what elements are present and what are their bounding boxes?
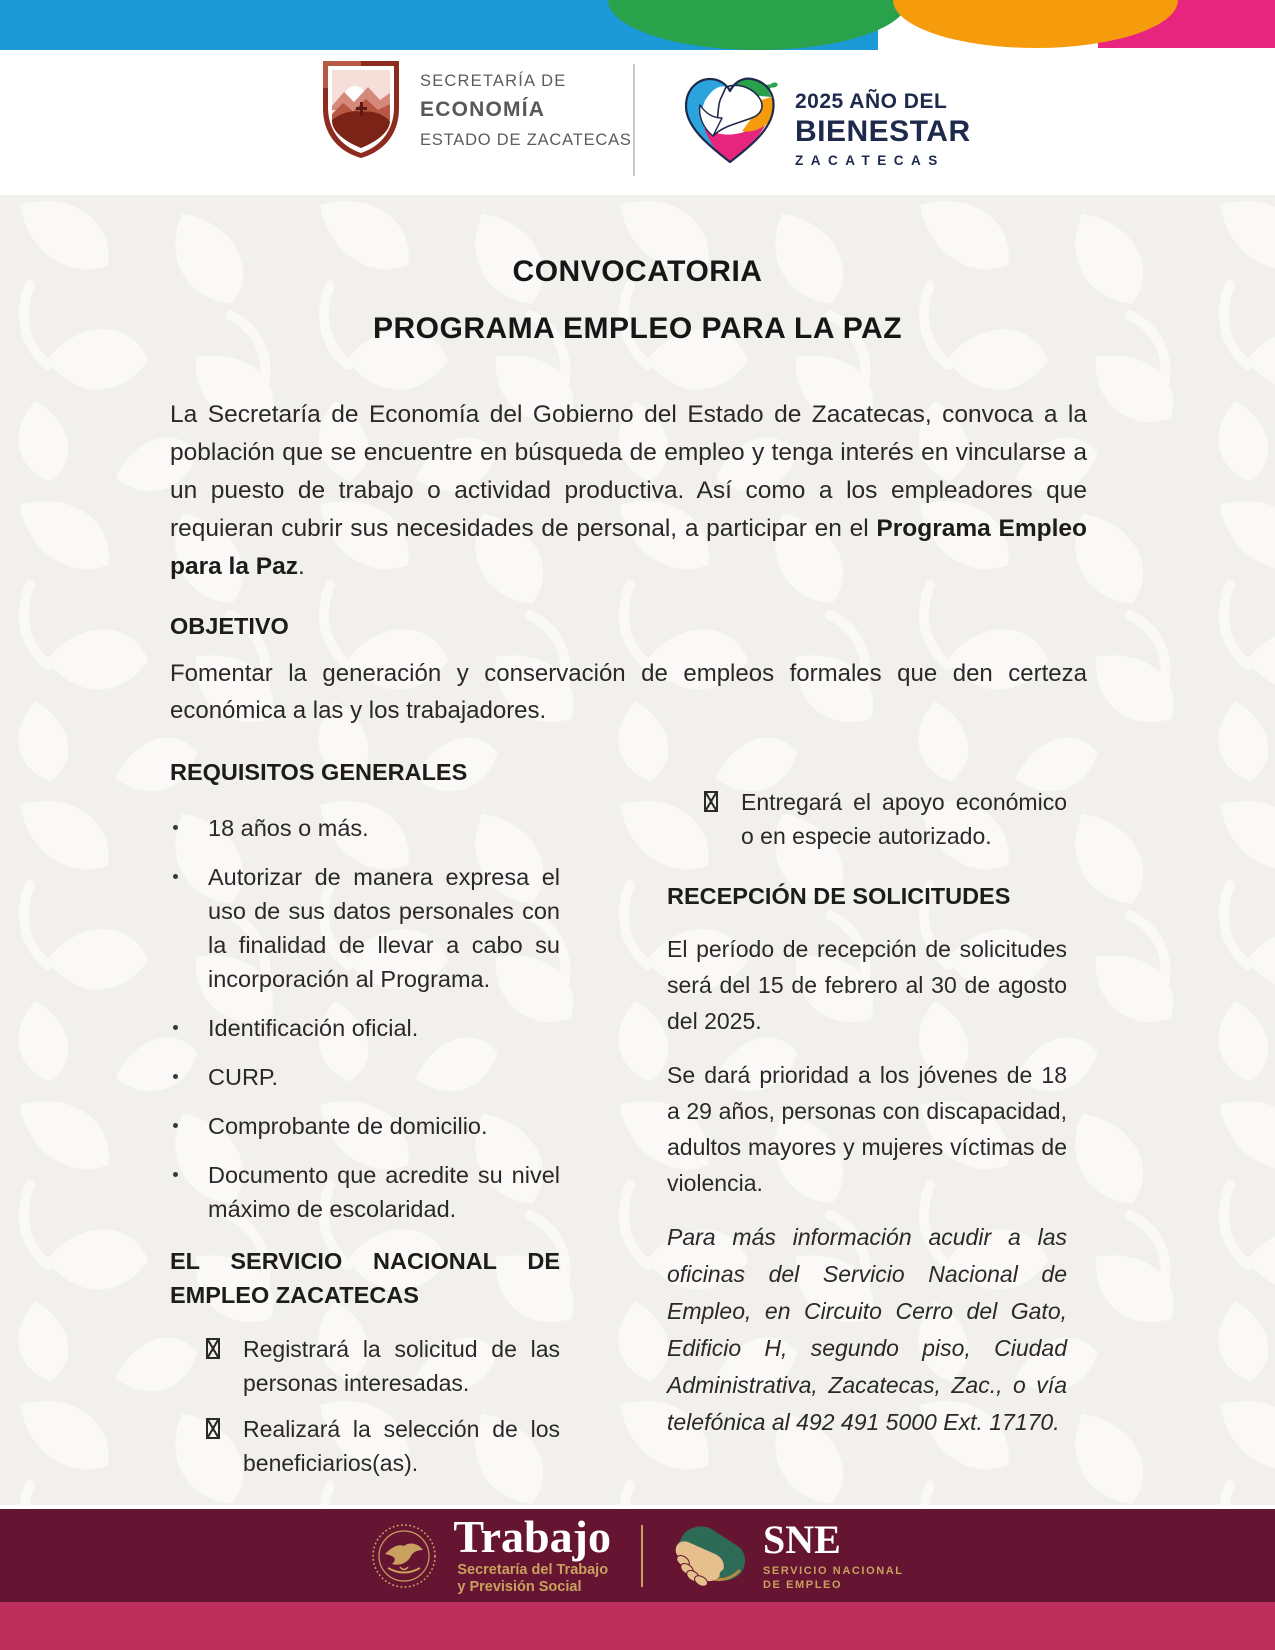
list-item (170, 1109, 560, 1143)
list-item-text: Registrará la solicitud de las personas interesadas. (243, 1336, 560, 1396)
two-column-layout (170, 755, 1105, 1492)
trabajo-subtitle-line1: Secretaría del Trabajo (457, 1562, 609, 1578)
mexico-eagle-seal-icon (371, 1523, 437, 1589)
small-dot-bullet-icon (173, 1172, 178, 1177)
recepcion-paragraph-1: El período de recepción de solicitudes será del 15 de febrero al 30 de agosto del 2025. (667, 936, 1067, 1034)
list-item (170, 1158, 560, 1226)
list-item (170, 811, 560, 845)
footer-bottom-strip (0, 1602, 1275, 1650)
trabajo-subtitle (457, 1562, 611, 1596)
document-subtitle: PROGRAMA EMPLEO PARA LA PAZ (372, 312, 903, 345)
document-title: CONVOCATORIA (512, 255, 763, 288)
sne-wordmark: SNE (762, 1516, 841, 1562)
objetivo-paragraph: Fomentar la generación y conservación de empleos formales que den certeza económica a las y los trabajadores. (170, 660, 1087, 724)
list-item (206, 1332, 560, 1400)
small-dot-bullet-icon (173, 825, 178, 830)
missing-glyph-box-bullet-icon (206, 1418, 220, 1439)
document-content (0, 195, 1275, 1492)
missing-glyph-box-bullet-icon (704, 791, 718, 812)
sne-handshake-icon (669, 1521, 749, 1591)
right-column (667, 755, 1067, 1492)
sne-subtitle (763, 1564, 904, 1592)
bienestar-line2: BIENESTAR (795, 115, 971, 148)
footer-band (0, 1509, 1275, 1602)
top-decorative-banner (0, 0, 1275, 50)
list-item-text: CURP. (208, 1064, 279, 1090)
list-item (170, 1011, 560, 1045)
economia-shield-icon (318, 58, 404, 162)
bienestar-logo-text (795, 90, 971, 168)
list-item-text: Comprobante de domicilio. (208, 1113, 488, 1139)
sne-subtitle-line2: DE EMPLEO (762, 1578, 843, 1591)
small-dot-bullet-icon (173, 1123, 178, 1128)
list-item-text: Identificación oficial. (208, 1015, 419, 1041)
footer-divider (641, 1525, 643, 1587)
bienestar-line3: ZACATECAS (795, 153, 945, 168)
sne-task-list (170, 1332, 560, 1480)
trabajo-subtitle-line2: y Previsión Social (457, 1579, 582, 1595)
bienestar-line1: 2025 AÑO DEL (795, 90, 948, 113)
recepcion-paragraph-2: Se dará prioridad a los jóvenes de 18 a 29 años, personas con discapacidad, adultos mayores y mujeres víctimas de violencia. (667, 1062, 1067, 1196)
list-item-text: Realizará la selección de los beneficiarios(as). (243, 1416, 560, 1476)
header-divider (633, 64, 635, 176)
sne-subtitle-line1: SERVICIO NACIONAL (762, 1564, 904, 1577)
list-item (704, 785, 1067, 853)
intro-period: . (298, 553, 305, 580)
list-item-text: Entregará el apoyo económico o en especie autorizado. (741, 789, 1067, 849)
list-item (170, 1060, 560, 1094)
document-body (0, 195, 1275, 1505)
economia-logo-text (420, 72, 632, 150)
trabajo-logo-text (453, 1511, 611, 1596)
footer-logo-group (371, 1511, 904, 1596)
small-dot-bullet-icon (173, 1074, 178, 1079)
requisitos-list (170, 811, 560, 1226)
left-column (170, 755, 560, 1492)
economia-line1: SECRETARÍA DE (420, 72, 567, 90)
economia-line3: ESTADO DE ZACATECAS (420, 131, 632, 149)
economia-line2: ECONOMÍA (420, 98, 546, 121)
list-item (206, 1412, 560, 1480)
sne-section-heading: EL SERVICIO NACIONAL DE EMPLEO ZACATECAS (170, 1248, 560, 1308)
requisitos-heading: REQUISITOS GENERALES (170, 759, 468, 785)
sne-logo-text (762, 1516, 904, 1592)
missing-glyph-box-bullet-icon (206, 1338, 220, 1359)
intro-text: La Secretaría de Economía del Gobierno del Estado de Zacatecas, convoca a la población que se encuentre en búsqueda de empleo y tenga interés en vincularse a un puesto de trabajo o actividad productiva. Así como a los empleadores que requieran cubrir sus necesidades de personal, a participar en el (170, 401, 1087, 542)
intro-program-name: Programa Empleo para la Paz (170, 515, 1087, 580)
list-item-text: Documento que acredite su nivel máximo de escolaridad. (208, 1162, 560, 1222)
small-dot-bullet-icon (173, 874, 178, 879)
small-dot-bullet-icon (173, 1025, 178, 1030)
dove-heart-icon (680, 72, 780, 168)
list-item-text: 18 años o más. (208, 815, 369, 841)
list-item (170, 860, 560, 996)
recepcion-heading: RECEPCIÓN DE SOLICITUDES (667, 883, 1011, 909)
info-paragraph-italic: Para más información acudir a las oficinas del Servicio Nacional de Empleo, en Circuito Cerro del Gato, Edificio H, segundo piso, Ciudad Administrativa, Zacatecas, Zac., o vía telefónica al 492 491 5000 Ext. 17170. (667, 1224, 1067, 1435)
header-logos-band (0, 50, 1275, 195)
intro-paragraph (170, 396, 1087, 586)
trabajo-wordmark: Trabajo (453, 1511, 611, 1562)
objetivo-heading: OBJETIVO (170, 613, 289, 639)
list-item-text: Autorizar de manera expresa el uso de sus datos personales con la finalidad de llevar a cabo su incorporación al Programa. (208, 864, 560, 992)
